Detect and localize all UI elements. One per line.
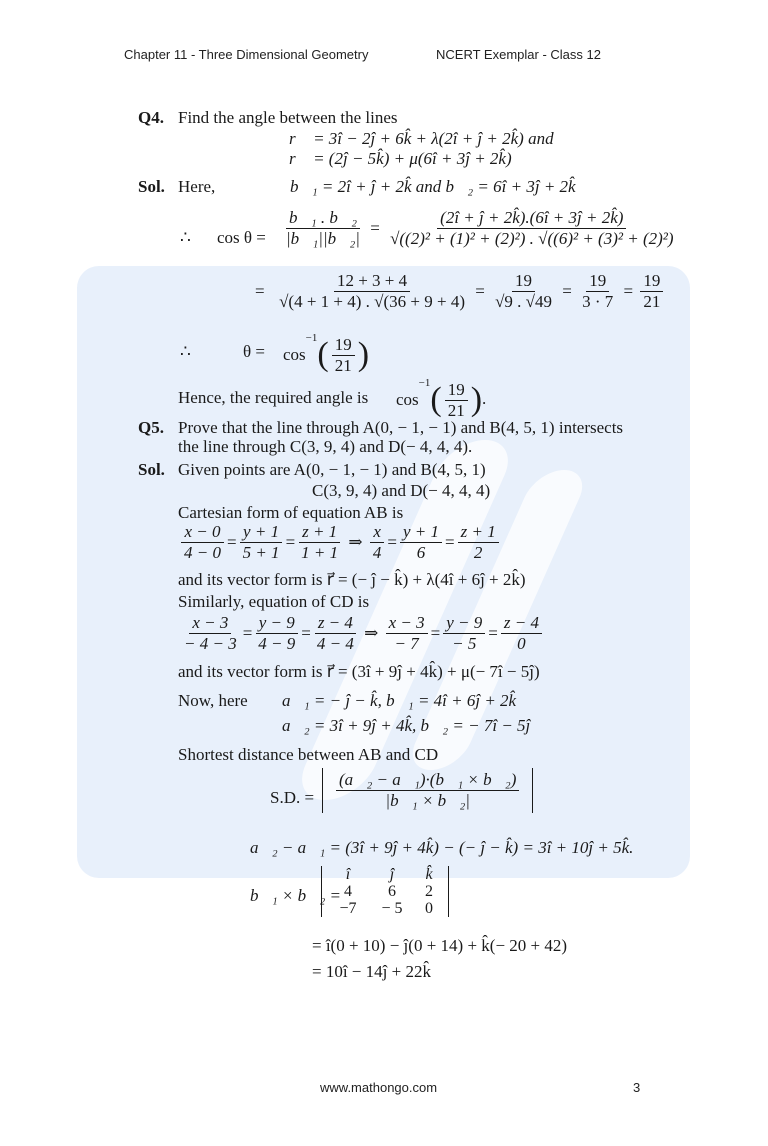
cos-theta-fraction: $\frac{\text{b⃗₁ . b⃗₂}}{\text{|b⃗₁||b⃗₂|}}$ = $\frac{(2î + ĵ + 2k̂).(6î + 3ĵ + 2k̂)}{\text{√((2)² + (1)² + (2)²) . √((6)² + (3)² + (2)²)}}$ (286, 208, 674, 248)
page-number: 3 (633, 1080, 641, 1095)
question-text-line2: the line through C(3, 9, 4) and D(− 4, 4, 4). (178, 437, 473, 456)
cd-vector-form: and its vector form is r⃗ = (3î + 9ĵ + 4k̂) + μ(− 7î − 5ĵ) (178, 662, 540, 681)
a2-minus-a1: a⃗₂ − a⃗₁ = (3î + 9ĵ + 4k̂) − (− ĵ − k̂) = 3î + 10ĵ + 5k̂. (250, 838, 634, 857)
a1-b1-vectors: a⃗₁ = − ĵ − k̂, b⃗₁ = 4î + 6ĵ + 2k̂ (282, 691, 517, 710)
sd-label: S.D. = (270, 788, 315, 807)
given-points-1: Given points are A(0, − 1, − 1) and B(4, 5, 1) (178, 460, 486, 479)
question-label: Q5. (138, 418, 164, 437)
cartesian-ab-equation: $\frac{x - 0}{4 - 0}$ = $\frac{y + 1}{5 + 1}$ = $\frac{z + 1}{1 + 1}$ ⇒ $\frac{x}{4}$ = $\frac{y + 1}{6}$ = $\frac{z + 1}{2}$ (178, 522, 502, 563)
cos-theta-label: cos θ = (217, 228, 266, 247)
direction-vectors: b⃗₁ = 2î + ĵ + 2k̂ and b⃗₂ = 6î + 3ĵ + 2k̂ (290, 177, 576, 196)
cross-product-determinant: î ĵ k̂ 4 6 2 −7 − 5 0 (321, 866, 449, 917)
question-text-line1: Prove that the line through A(0, − 1, − 1) and B(4, 5, 1) intersects (178, 418, 624, 437)
now-here-label: Now, here (178, 691, 248, 710)
question-text: Find the angle between the lines (178, 108, 398, 127)
cartesian-ab-heading: Cartesian form of equation AB is (178, 503, 404, 522)
conclusion-value: $\cos^{-1}$( $\frac{19}{21}$ ). (396, 377, 487, 420)
header-chapter-title: Chapter 11 - Three Dimensional Geometry (124, 47, 369, 62)
a2-b2-vectors: a⃗₂ = 3î + 9ĵ + 4k̂, b⃗₂ = − 7î − 5ĵ (282, 716, 531, 735)
cross-product-label: b⃗₁ × b⃗₂ = (250, 886, 341, 905)
conclusion-text: Hence, the required angle is (178, 388, 369, 407)
cd-heading: Similarly, equation of CD is (178, 592, 370, 611)
theta-value: $\cos^{-1}$( $\frac{19}{21}$ ) (283, 332, 370, 375)
cross-product-expansion: = î(0 + 10) − ĵ(0 + 14) + k̂(− 20 + 42) (312, 936, 568, 955)
line-equation-1: r⃗ = 3î − 2ĵ + 6k̂ + λ(2î + ĵ + 2k̂) and (289, 129, 554, 148)
sd-formula: $\frac{\text{(a⃗₂ − a⃗₁)·(b⃗₁ × b⃗₂)}}{\text{|b⃗₁ × b⃗₂|}}$ (322, 768, 533, 813)
solution-label: Sol. (138, 177, 165, 196)
header-book-title: NCERT Exemplar - Class 12 (436, 47, 601, 62)
shortest-distance-heading: Shortest distance between AB and CD (178, 745, 439, 764)
therefore-symbol: ∴ (180, 228, 191, 247)
therefore-symbol: ∴ (180, 342, 191, 361)
cartesian-cd-equation: $\frac{x - 3}{- 4 - 3}$ = $\frac{y - 9}{4 - 9}$ = $\frac{z - 4}{4 - 4}$ ⇒ $\frac{x - 3}{- 7}$ = $\frac{y - 9}{- 5}$ = $\frac{z - 4}{0}$ (178, 613, 545, 654)
footer-website: www.mathongo.com (320, 1080, 438, 1095)
ab-vector-form: and its vector form is r⃗ = (− ĵ − k̂) + λ(4î + 6ĵ + 2k̂) (178, 570, 526, 589)
line-equation-2: r⃗ = (2ĵ − 5k̂) + μ(6î + 3ĵ + 2k̂) (289, 149, 512, 168)
cross-product-result: = 10î − 14ĵ + 22k̂ (312, 962, 431, 981)
solution-intro: Here, (178, 177, 216, 196)
question-label: Q4. (138, 108, 164, 127)
solution-label: Sol. (138, 460, 165, 479)
given-points-2: C(3, 9, 4) and D(− 4, 4, 4) (312, 481, 491, 500)
theta-label: θ = (243, 342, 265, 361)
cos-theta-simplification: = $\frac{12 + 3 + 4}{√(4 + 1 + 4) . √(36 + 9 + 4)}$ = $\frac{19}{√9 . √49}$ = $\frac{19}{3 \cdot 7}$ = $\frac{19}{21}$ (255, 271, 666, 312)
